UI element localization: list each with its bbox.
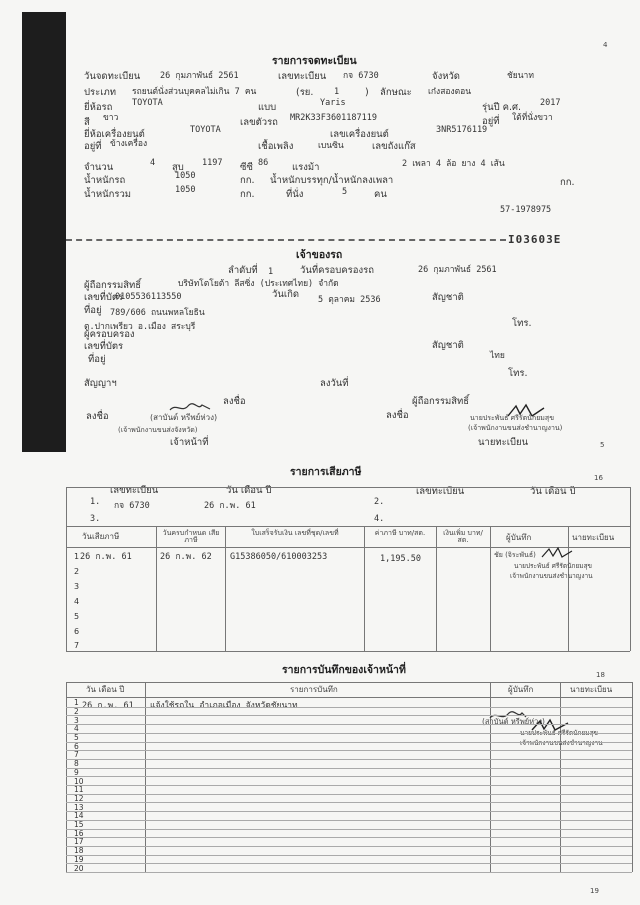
code-label: (รย. bbox=[296, 87, 314, 98]
tax-title: รายการเสียภาษี bbox=[290, 466, 362, 478]
notes-row-line bbox=[66, 820, 632, 821]
type-value: รถยนต์นั่งส่วนบุคคลไม่เกิน 7 คน bbox=[132, 87, 257, 97]
addr-line1: 789/606 ถนนพหลโยธิน bbox=[110, 308, 205, 318]
tax-header-6: นายทะเบียน bbox=[572, 533, 615, 542]
tax-rownum-1: 1 bbox=[74, 552, 80, 561]
addr3-label: ที่อยู่ bbox=[88, 354, 106, 365]
notes-recorder-h: ผู้บันทึก bbox=[508, 685, 534, 694]
nat2-label: สัญชาติ bbox=[432, 340, 464, 351]
notes-rownum-16: 16 bbox=[74, 828, 84, 838]
notes-rownum-7: 7 bbox=[74, 750, 79, 760]
notes-row-line bbox=[66, 724, 632, 725]
bottom-page-number: 19 bbox=[590, 887, 599, 895]
notes-rownum-19: 19 bbox=[74, 854, 84, 864]
cc-label: ซีซี bbox=[240, 162, 253, 173]
year-label: รุ่นปี ค.ศ. bbox=[482, 102, 522, 113]
notes-rownum-6: 6 bbox=[74, 741, 79, 751]
notes-stamp: นายประพันธ์ ศรีรัตนักยมสุข bbox=[520, 729, 598, 737]
tax-reg-h2: เลขทะเบียน bbox=[416, 486, 465, 497]
order-label: ลำดับที่ bbox=[228, 265, 258, 276]
gas-label: เลขถังแก๊ส bbox=[372, 141, 416, 152]
tax-row1-date: 26 ก.พ. 61 bbox=[204, 501, 256, 511]
engine-loc-label: อยู่ที่ bbox=[84, 141, 102, 152]
notes-row-line bbox=[66, 785, 632, 786]
reg-date-value: 26 กุมภาพันธ์ 2561 bbox=[160, 71, 239, 81]
officer-name: (สาบันต์ หรีพย์ห่วง) bbox=[150, 413, 218, 422]
sign1-label: ลงชื่อ bbox=[223, 396, 246, 407]
holder-label: ผู้ครอบครอง bbox=[84, 329, 135, 340]
color-label: สี bbox=[84, 117, 90, 128]
tel2-label: โทร. bbox=[508, 368, 528, 379]
notes-row1-text: แจ้งใช้รถใน อำเภอเมือง จังหวัดชัยนาท bbox=[150, 701, 298, 711]
notes-line-head bbox=[66, 697, 632, 698]
nat-label: สัญชาติ bbox=[432, 292, 464, 303]
tax-line-head-top bbox=[66, 526, 630, 527]
tax-row1-n: 1. bbox=[90, 497, 101, 507]
tax-recorder-note: นายประพันธ์ ศรีรัตนักยมสุข bbox=[514, 562, 592, 570]
notes-row-line bbox=[66, 742, 632, 743]
engine-brand-label: ยี่ห้อเครื่องยนต์ bbox=[84, 129, 145, 140]
code-value: 1 bbox=[334, 87, 340, 97]
tax-vline-5 bbox=[490, 526, 491, 651]
tax-recorder: ชัย (จิระพันธ์) bbox=[494, 551, 536, 559]
engine-loc-value: ข้างเครื่อง bbox=[110, 139, 148, 149]
tax-rownum-6: 6 bbox=[74, 627, 80, 636]
officer-title: (เจ้าพนักงานขนส่งจังหวัด) bbox=[118, 426, 198, 434]
nat2-value: ไทย bbox=[490, 351, 505, 361]
chassis-label: เลขตัวรถ bbox=[240, 117, 278, 128]
notes-rownum-15: 15 bbox=[74, 820, 84, 829]
seats-value: 5 bbox=[342, 187, 348, 197]
model-value: Yaris bbox=[320, 98, 346, 108]
tax-header-1: วันครบกำหนด เสียภาษี bbox=[162, 529, 220, 544]
load-label: น้ำหนักบรรทุก/น้ำหนักลงเพลา bbox=[270, 175, 394, 186]
kg1: กก. bbox=[240, 175, 255, 186]
registrar-stamp2: (เจ้าพนักงานขนส่งชำนาญงาน) bbox=[468, 424, 563, 432]
notes-rownum-1: 1 bbox=[74, 698, 79, 708]
contract-date-label: ลงวันที่ bbox=[320, 378, 349, 389]
engine-brand-value: TOYOTA bbox=[190, 125, 221, 135]
chassis-loc-label: อยู่ที่ bbox=[482, 116, 500, 127]
tax-amount: 1,195.50 bbox=[380, 554, 421, 564]
addr-line2: ต.ปากเพรียว อ.เมือง สระบุรี bbox=[84, 322, 196, 332]
count-value: 4 bbox=[150, 158, 156, 168]
chassis-value: MR2K33F3601187119 bbox=[290, 113, 377, 123]
count-label: จำนวน bbox=[84, 162, 114, 173]
notes-row-line bbox=[66, 802, 632, 803]
tax-vline-1 bbox=[156, 526, 157, 651]
notes-row-line bbox=[66, 863, 632, 864]
fuel-value: เบนซิน bbox=[318, 141, 344, 151]
notes-vline-4 bbox=[632, 682, 633, 872]
birth-label: วันเกิด bbox=[272, 289, 299, 300]
serial-code: I03603E bbox=[508, 233, 562, 246]
style-value: เก๋งสองตอน bbox=[428, 87, 472, 97]
owner-title: เจ้าของรถ bbox=[296, 249, 343, 261]
notes-registrar-h: นายทะเบียน bbox=[570, 685, 613, 694]
id-value: 0105536113550 bbox=[115, 292, 182, 302]
since-value: 26 กุมภาพันธ์ 2561 bbox=[418, 265, 497, 275]
notes-rownum-9: 9 bbox=[74, 767, 79, 777]
model-label: แบบ bbox=[258, 102, 277, 113]
tax-date-h: วัน เดือน ปี bbox=[226, 485, 272, 496]
tax-recorder-note2: เจ้าพนักงานขนส่งชำนาญงาน bbox=[510, 572, 593, 580]
sign1-role: ผู้ถือกรรมสิทธิ์ bbox=[412, 396, 470, 407]
notes-rownum-12: 12 bbox=[74, 793, 84, 803]
doc-number: 57-1978975 bbox=[500, 205, 552, 215]
notes-title: รายการบันทึกของเจ้าหน้าที่ bbox=[282, 664, 406, 676]
notes-stamp2: เจ้าพนักงานขนส่งชำนาญงาน bbox=[520, 739, 603, 747]
engine-no-value: 3NR5176119 bbox=[436, 125, 488, 135]
tax-paid-date: 26 ก.พ. 61 bbox=[80, 552, 132, 562]
tax-vline-7 bbox=[630, 487, 631, 651]
total-label: น้ำหนักรวม bbox=[84, 189, 132, 200]
tax-rownum-7: 7 bbox=[74, 641, 80, 650]
seats-unit: คน bbox=[374, 189, 387, 200]
notes-row-line bbox=[66, 776, 632, 777]
owner-page-number: 5 bbox=[600, 441, 605, 449]
officer-signature bbox=[168, 400, 212, 414]
reg-no-value: กจ 6730 bbox=[343, 71, 379, 81]
notes-rownum-5: 5 bbox=[74, 733, 79, 742]
tax-vline-0 bbox=[66, 487, 67, 651]
notes-row-line bbox=[66, 707, 632, 708]
seats-label: ที่นั่ง bbox=[286, 189, 304, 200]
notes-row-line bbox=[66, 759, 632, 760]
tax-rownum-2: 2 bbox=[74, 567, 80, 576]
notes-rownum-4: 4 bbox=[74, 724, 79, 734]
tax-header-0: วันเสียภาษี bbox=[82, 532, 120, 541]
notes-line-top bbox=[66, 682, 632, 683]
notes-row-line bbox=[66, 811, 632, 812]
contract-label: สัญญาฯ bbox=[84, 378, 117, 389]
notes-row-line bbox=[66, 837, 632, 838]
notes-rownum-18: 18 bbox=[74, 846, 84, 856]
sign2-label: ลงชื่อ bbox=[86, 411, 109, 422]
sign2-role: ลงชื่อ bbox=[386, 410, 409, 421]
weight-label: น้ำหนักรถ bbox=[84, 175, 126, 186]
notes-row-line bbox=[66, 829, 632, 830]
tax-header-3: ค่าภาษี บาท/สต. bbox=[374, 529, 426, 537]
registrar-role: นายทะเบียน bbox=[478, 437, 529, 448]
tax-vline-4 bbox=[436, 526, 437, 651]
kg3: กก. bbox=[240, 189, 255, 200]
tax-header-2: ใบเสร็จรับเงิน เลขที่ชุด/เลขที่ bbox=[251, 529, 339, 537]
registration-title: รายการจดทะเบียน bbox=[272, 55, 357, 67]
id2-label: เลขที่บัตร bbox=[84, 341, 124, 352]
page-number-top: 4 bbox=[603, 41, 608, 49]
type-label: ประเภท bbox=[84, 87, 117, 98]
notes-rownum-3: 3 bbox=[74, 715, 79, 725]
notes-row1-date: 26 ก.พ. 61 bbox=[82, 701, 134, 711]
total-value: 1050 bbox=[175, 185, 196, 195]
notes-row-line bbox=[66, 872, 632, 873]
tax-receipt: G15386050/610003253 bbox=[230, 552, 328, 562]
fuel-label: เชื้อเพลิง bbox=[258, 141, 294, 152]
weight-value: 1050 bbox=[175, 171, 196, 181]
year-value: 2017 bbox=[540, 98, 561, 108]
notes-row-line bbox=[66, 794, 632, 795]
tax-rownum-3: 3 bbox=[74, 582, 80, 591]
notes-row-line bbox=[66, 715, 632, 716]
province-label: จังหวัด bbox=[432, 71, 460, 82]
owner-separator bbox=[66, 239, 506, 241]
tax-row4-n: 4. bbox=[374, 514, 385, 524]
notes-record-h: รายการบันทึก bbox=[290, 685, 338, 694]
notes-rownum-13: 13 bbox=[74, 802, 84, 812]
birth-value: 5 ตุลาคม 2536 bbox=[318, 295, 381, 305]
notes-date-h: วัน เดือน ปี bbox=[86, 685, 125, 694]
cyl-label: สูบ bbox=[172, 162, 184, 173]
cc-value: 1197 bbox=[202, 158, 223, 168]
tel-label: โทร. bbox=[512, 318, 532, 329]
code-close: ) bbox=[365, 87, 369, 98]
brand-label: ยี่ห้อรถ bbox=[84, 102, 113, 113]
tax-row2-n: 2. bbox=[374, 497, 385, 507]
color-value: ขาว bbox=[103, 113, 119, 123]
province-value: ชัยนาท bbox=[507, 71, 534, 81]
officer-role: เจ้าหน้าที่ bbox=[170, 437, 209, 448]
notes-page-number: 18 bbox=[596, 671, 605, 679]
tax-rownum-5: 5 bbox=[74, 612, 80, 621]
notes-row-line bbox=[66, 846, 632, 847]
tax-header-5: ผู้บันทึก bbox=[506, 533, 532, 542]
tax-row3-n: 3. bbox=[90, 514, 101, 524]
tax-line-bottom bbox=[66, 651, 630, 652]
owner-value: บริษัทโตโยต้า ลีสซิ่ง (ประเทศไทย) จำกัด bbox=[178, 279, 339, 289]
engine-no-label: เลขเครื่องยนต์ bbox=[330, 129, 389, 140]
reg-no-label: เลขทะเบียน bbox=[278, 71, 327, 82]
tax-reg-h: เลขทะเบียน bbox=[110, 485, 159, 496]
tax-due-date: 26 ก.พ. 62 bbox=[160, 552, 212, 562]
chassis-loc-value: ใต้ที่นั่งขวา bbox=[512, 113, 553, 123]
reg-date-label: วันจดทะเบียน bbox=[84, 71, 141, 82]
notes-row-line bbox=[66, 733, 632, 734]
brand-value: TOYOTA bbox=[132, 98, 163, 108]
addr-label: ที่อยู่ bbox=[84, 305, 102, 316]
tax-date-h2: วัน เดือน ปี bbox=[530, 486, 576, 497]
tax-row1-reg: กจ 6730 bbox=[114, 501, 150, 511]
tax-page-number: 16 bbox=[594, 474, 603, 482]
tax-line-top bbox=[66, 487, 630, 488]
registrar-stamp: นายประพันธ์ ศรีรัตนักยมสุข bbox=[470, 414, 554, 422]
axle-value: 2 เพลา 4 ล้อ ยาง 4 เส้น bbox=[402, 159, 505, 169]
hp-value: 86 bbox=[258, 158, 269, 168]
notes-rownum-17: 17 bbox=[74, 837, 84, 847]
notes-officer-name: (สาบันต์ หรีพย์ห่วง) bbox=[482, 717, 545, 726]
redaction-bar bbox=[22, 12, 66, 452]
owner-label: ผู้ถือกรรมสิทธิ์ bbox=[84, 280, 142, 291]
notes-rownum-10: 10 bbox=[74, 776, 84, 786]
notes-rownum-20: 20 bbox=[74, 863, 84, 873]
tax-header-4: เงินเพิ่ม บาท/สต. bbox=[443, 529, 483, 544]
hp-label: แรงม้า bbox=[292, 162, 320, 173]
tax-rownum-4: 4 bbox=[74, 597, 80, 606]
since-label: วันที่ครอบครองรถ bbox=[300, 265, 374, 276]
notes-row-line bbox=[66, 855, 632, 856]
notes-row-line bbox=[66, 750, 632, 751]
notes-rownum-2: 2 bbox=[74, 706, 79, 716]
tax-vline-2 bbox=[225, 526, 226, 651]
notes-rownum-11: 11 bbox=[74, 785, 84, 795]
style-label: ลักษณะ bbox=[380, 87, 412, 98]
id-label: เลขที่บัตร bbox=[84, 292, 124, 303]
kg2: กก. bbox=[560, 177, 575, 188]
tax-vline-3 bbox=[364, 526, 365, 651]
notes-row-line bbox=[66, 768, 632, 769]
order-value: 1 bbox=[268, 267, 274, 277]
tax-signature bbox=[540, 545, 574, 559]
notes-rownum-8: 8 bbox=[74, 759, 79, 769]
notes-rownum-14: 14 bbox=[74, 811, 84, 821]
